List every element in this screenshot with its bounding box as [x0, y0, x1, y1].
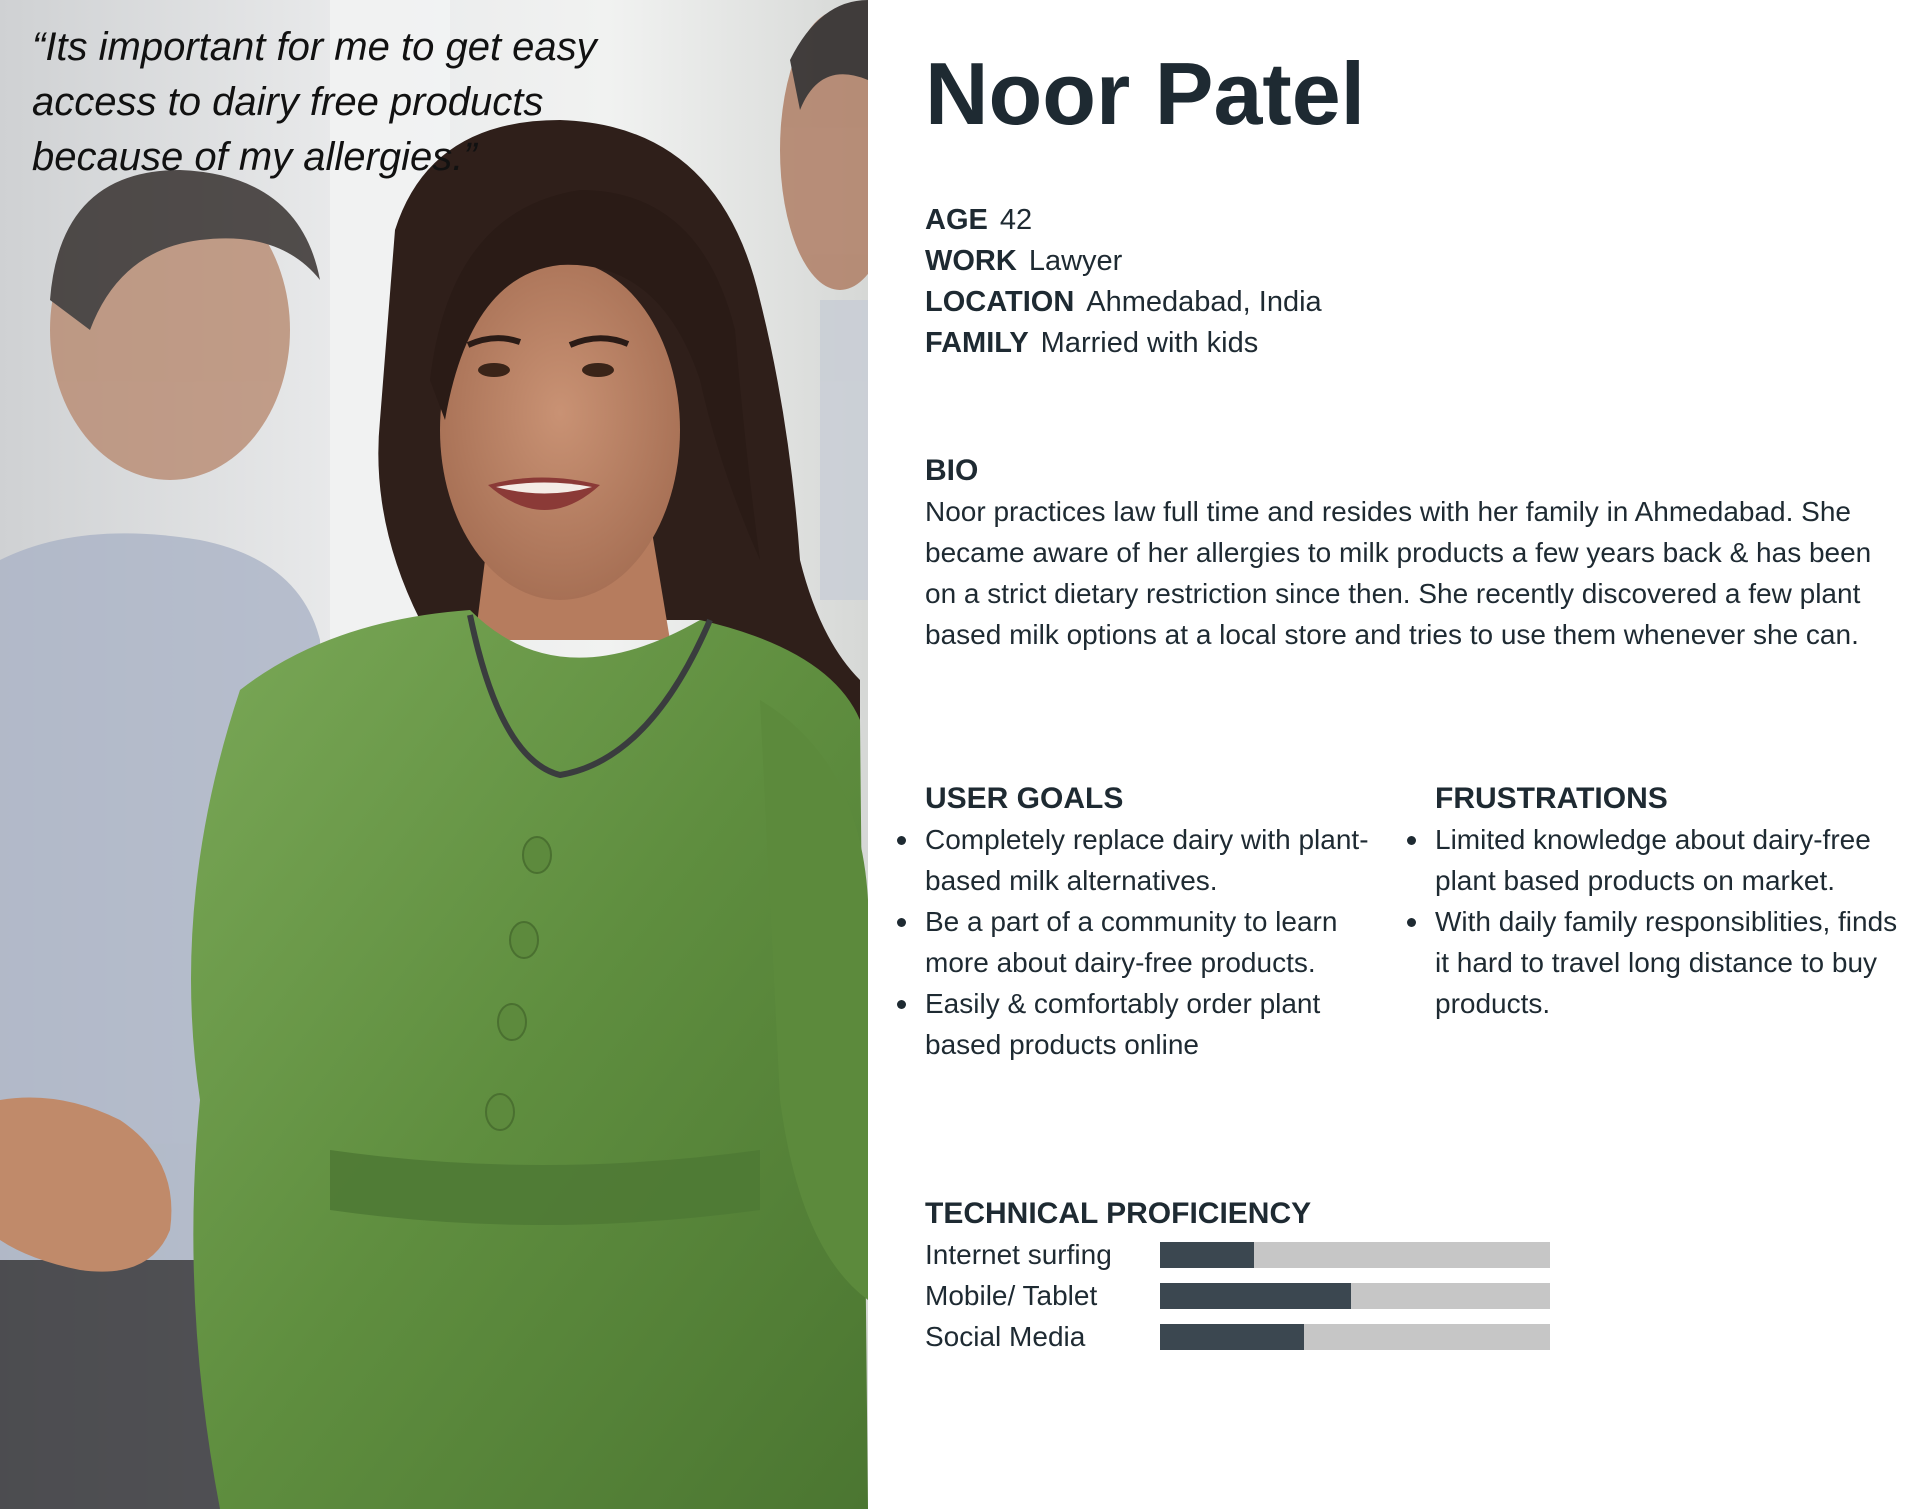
user-goals-title: USER GOALS: [925, 782, 1124, 815]
proficiency-bar-track: [1160, 1283, 1550, 1309]
fact-value: 42: [999, 204, 1033, 236]
persona-name: Noor Patel: [925, 44, 1366, 143]
fact-value: Married with kids: [1040, 327, 1259, 359]
proficiency-bar-track: [1160, 1242, 1550, 1268]
fact-label: AGE: [925, 204, 988, 236]
list-item: Easily & comfortably order plant based products online: [925, 983, 1370, 1065]
proficiency-row-internet: [925, 1234, 1625, 1275]
proficiency-label: Social Media: [925, 1321, 1086, 1352]
list-item: Completely replace dairy with plant-based milk alternatives.: [925, 819, 1370, 901]
fact-label: WORK: [925, 245, 1017, 277]
persona-photo-illustration: [0, 0, 868, 1509]
bio-title: BIO: [925, 454, 979, 487]
fact-value: Ahmedabad, India: [1086, 286, 1322, 318]
proficiency-bar-fill: [1160, 1283, 1351, 1309]
fact-label: LOCATION: [925, 286, 1075, 318]
bio-text: Noor practices law full time and resides with her family in Ahmedabad. She became aware of her allergies to milk products a few years back & has been on a strict dietary restriction since then. She recently discovered a few plant based milk options at a local store and tries to use them whenever she can.: [925, 496, 1872, 650]
proficiency-label: Internet surfing: [925, 1239, 1112, 1270]
frustrations-section: [1435, 778, 1905, 1024]
fact-value: Lawyer: [1028, 245, 1123, 277]
user-goals-list: [925, 819, 1370, 1065]
proficiency-row-social: [925, 1316, 1625, 1357]
frustrations-list: [1435, 819, 1905, 1024]
proficiency-label: Mobile/ Tablet: [925, 1280, 1098, 1311]
persona-quote: “Its important for me to get easy access to dairy free products because of my allergies.”: [32, 25, 597, 179]
fact-family: [925, 323, 1322, 364]
persona-facts: [925, 200, 1322, 364]
proficiency-bar-fill: [1160, 1324, 1304, 1350]
list-item: With daily family responsiblities, finds it hard to travel long distance to buy products.: [1435, 901, 1905, 1024]
list-item: Be a part of a community to learn more about dairy-free products.: [925, 901, 1370, 983]
frustrations-title: FRUSTRATIONS: [1435, 782, 1668, 815]
proficiency-row-mobile: [925, 1275, 1625, 1316]
fact-label: FAMILY: [925, 327, 1029, 359]
fact-age: [925, 200, 1322, 241]
proficiency-bar-fill: [1160, 1242, 1254, 1268]
bio-section: [925, 450, 1905, 655]
fact-location: [925, 282, 1322, 323]
list-item: Limited knowledge about dairy-free plant based products on market.: [1435, 819, 1905, 901]
user-goals-section: [925, 778, 1370, 1065]
proficiency-bar-track: [1160, 1324, 1550, 1350]
technical-proficiency-title: TECHNICAL PROFICIENCY: [925, 1197, 1312, 1230]
fact-work: [925, 241, 1322, 282]
technical-proficiency-section: [925, 1193, 1625, 1357]
persona-photo: [0, 0, 868, 1509]
